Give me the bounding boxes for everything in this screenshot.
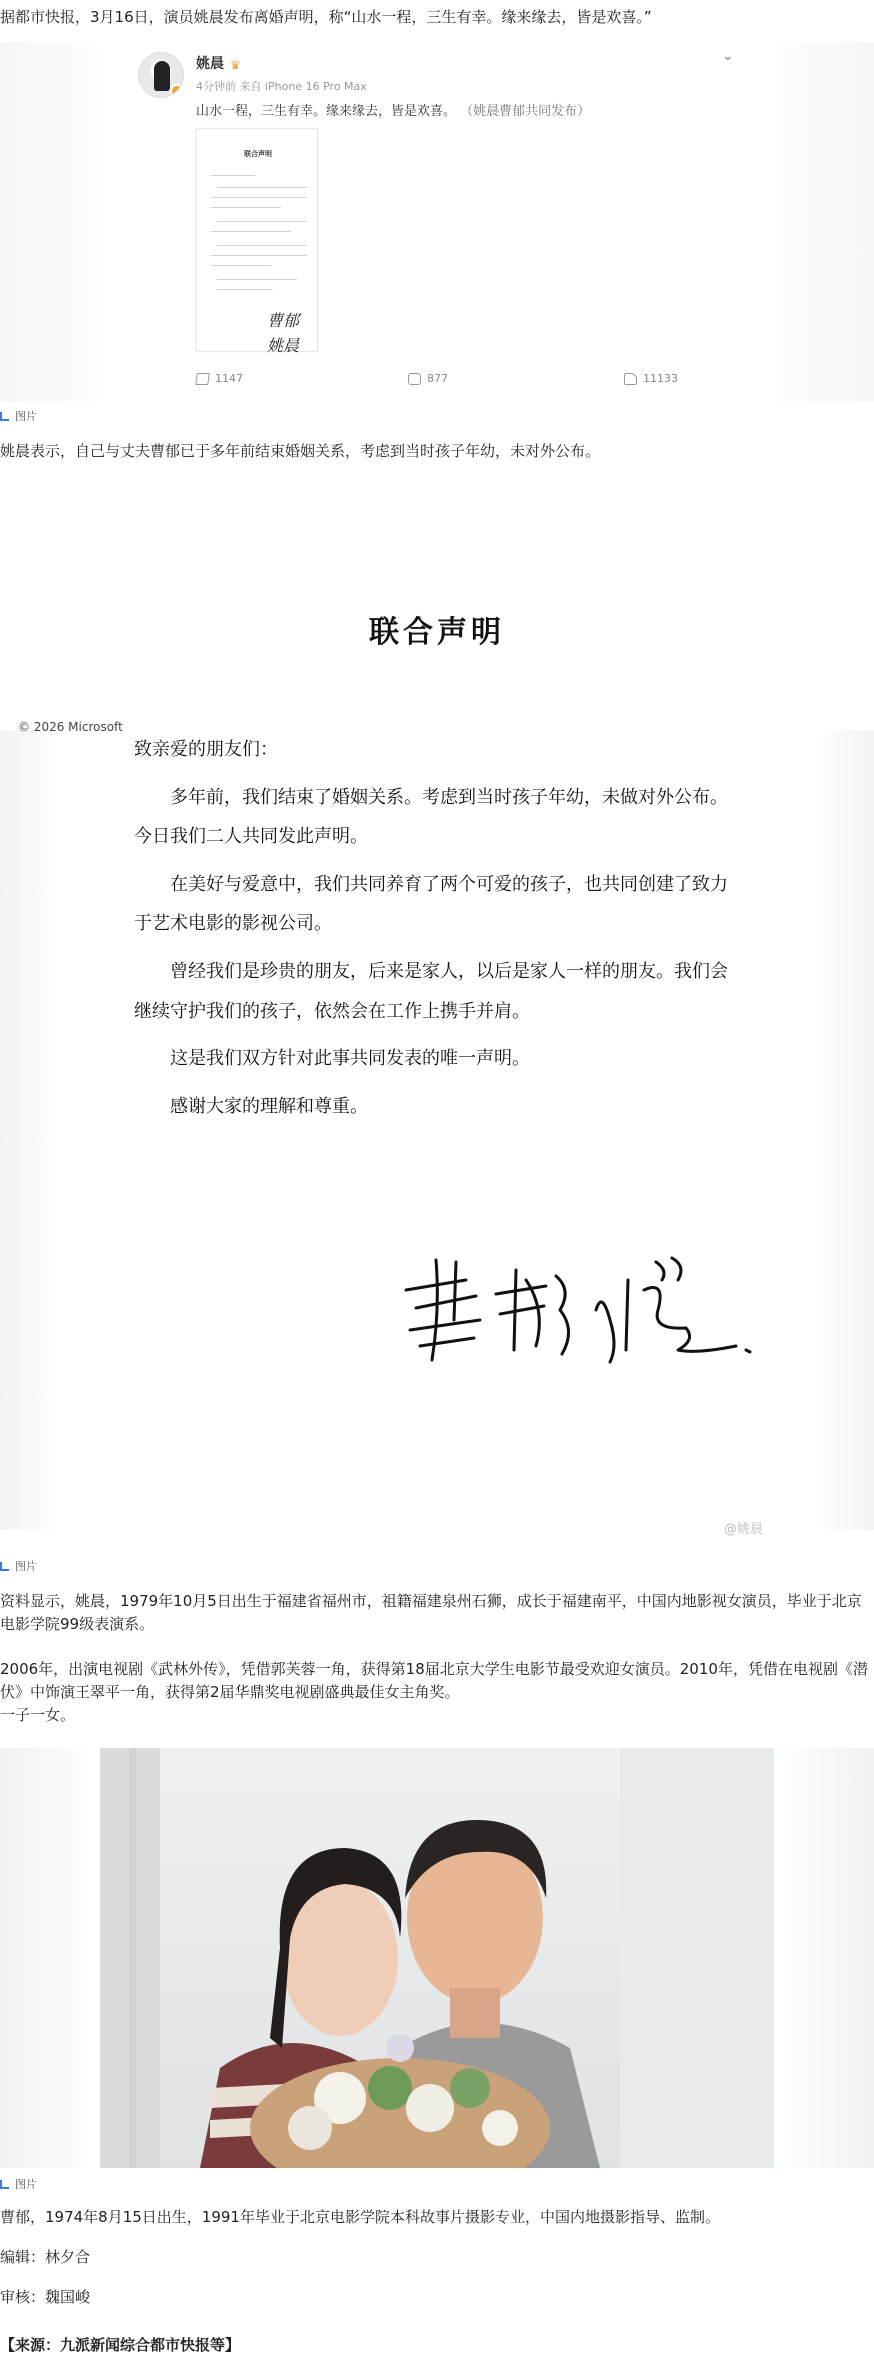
like-action[interactable] bbox=[624, 370, 678, 387]
joint-statement-image[interactable] bbox=[0, 530, 874, 1540]
statement-greeting: 致亲爱的朋友们： bbox=[134, 739, 278, 760]
caption-label: 图片 bbox=[15, 1560, 37, 1573]
statement-thumbnail bbox=[196, 128, 318, 355]
caption-label: 图片 bbox=[15, 2178, 37, 2191]
source-credit: 【来源：九派新闻综合都市快报等】 bbox=[0, 2336, 241, 2354]
statement-paragraph-4: 这是我们双方针对此事共同发表的唯一声明。 bbox=[170, 1048, 530, 1070]
weibo-text-main: 山水一程，三生有幸。缘来缘去，皆是欢喜。 bbox=[196, 104, 457, 119]
statement-paragraph-1: 多年前，我们结束了婚姻关系。考虑到当时孩子年幼，未做对外公布。今日我们二人共同发此声明。 bbox=[134, 786, 728, 848]
comment-count: 877 bbox=[427, 372, 448, 385]
weibo-username: 姚晨 bbox=[196, 56, 224, 72]
caption-label: 图片 bbox=[15, 410, 37, 423]
couple-photo-illustration bbox=[100, 1748, 774, 2168]
weibo-text bbox=[196, 102, 590, 122]
statement-paragraph-3: 曾经我们是珍贵的朋友，后来是家人，以后是家人一样的朋友。我们会继续守护我们的孩子，依然会在工作上携手并肩。 bbox=[134, 960, 728, 1022]
verified-badge-icon bbox=[170, 84, 184, 98]
avatar bbox=[138, 52, 184, 98]
statement-title: 联合声明 bbox=[369, 615, 505, 650]
paragraph-cao-yu-bio: 曹郁，1974年8月15日出生，1991年毕业于北京电影学院本科故事片摄影专业，中国内地摄影指导、监制。 bbox=[0, 2208, 720, 2226]
image-caption bbox=[0, 2176, 37, 2193]
image-caption bbox=[0, 408, 37, 425]
paragraph-statement-summary: 姚晨表示，自己与丈夫曹郁已于多年前结束婚姻关系，考虑到当时孩子年幼，未对外公布。 bbox=[0, 442, 601, 460]
comment-action[interactable] bbox=[408, 370, 448, 387]
paragraph-yao-chen-career: 2006年，出演电视剧《武林外传》，凭借郭芙蓉一角，获得第18届北京大学生电影节最受欢迎女演员。2010年，凭借在电视剧《潜伏》中饰演王翠平一角，获得第2届华鼎奖电视剧盛典最佳女主角奖。 bbox=[0, 1660, 868, 1702]
image-caption bbox=[0, 1558, 37, 1575]
weibo-card bbox=[124, 42, 754, 402]
share-action[interactable] bbox=[196, 370, 243, 387]
caption-corner-icon bbox=[0, 1562, 9, 1571]
couple-photo bbox=[100, 1748, 774, 2168]
like-count: 11133 bbox=[643, 372, 678, 385]
statement-paragraph-2: 在美好与爱意中，我们共同养育了两个可爱的孩子，也共同创建了致力于艺术电影的影视公司。 bbox=[134, 873, 728, 935]
comment-icon bbox=[408, 373, 421, 385]
statement-paragraph-5: 感谢大家的理解和尊重。 bbox=[170, 1095, 368, 1117]
chevron-down-icon: ⌄ bbox=[722, 48, 734, 64]
paragraph-yao-chen-bio: 资料显示，姚晨，1979年10月5日出生于福建省福州市，祖籍福建泉州石狮，成长于福建南平，中国内地影视女演员，毕业于北京电影学院99级表演系。 bbox=[0, 1592, 862, 1634]
paragraph-children: 一子一女。 bbox=[0, 1706, 76, 1724]
thumbnail-signature: 曹郁 姚晨 bbox=[267, 311, 300, 355]
vip-crown-icon: ♛ bbox=[230, 58, 241, 72]
handwritten-signature bbox=[396, 1250, 776, 1370]
thumbnail-title: 联合声明 bbox=[244, 149, 272, 158]
reviewer-credit: 审核：魏国峻 bbox=[0, 2288, 91, 2306]
weibo-meta: 4分钟前 来自 iPhone 16 Pro Max bbox=[196, 80, 367, 93]
couple-photo-image[interactable] bbox=[0, 1748, 874, 2168]
weibo-screenshot-image[interactable] bbox=[0, 42, 874, 402]
editor-credit: 编辑：林夕合 bbox=[0, 2248, 91, 2266]
share-icon bbox=[195, 373, 210, 385]
lead-paragraph: 据都市快报，3月16日，演员姚晨发布离婚声明，称“山水一程，三生有幸。缘来缘去，皆是欢喜。” bbox=[0, 8, 652, 26]
caption-corner-icon bbox=[0, 412, 9, 421]
caption-corner-icon bbox=[0, 2180, 9, 2189]
weibo-actions bbox=[196, 370, 716, 390]
weibo-watermark: @姚晨 bbox=[724, 1522, 764, 1537]
statement-body bbox=[134, 730, 744, 1134]
weibo-text-tail: （姚晨曹郁共同发布） bbox=[460, 104, 591, 119]
like-icon bbox=[624, 373, 637, 385]
share-count: 1147 bbox=[215, 372, 243, 385]
copyright-notice: © 2026 Microsoft bbox=[18, 720, 123, 734]
